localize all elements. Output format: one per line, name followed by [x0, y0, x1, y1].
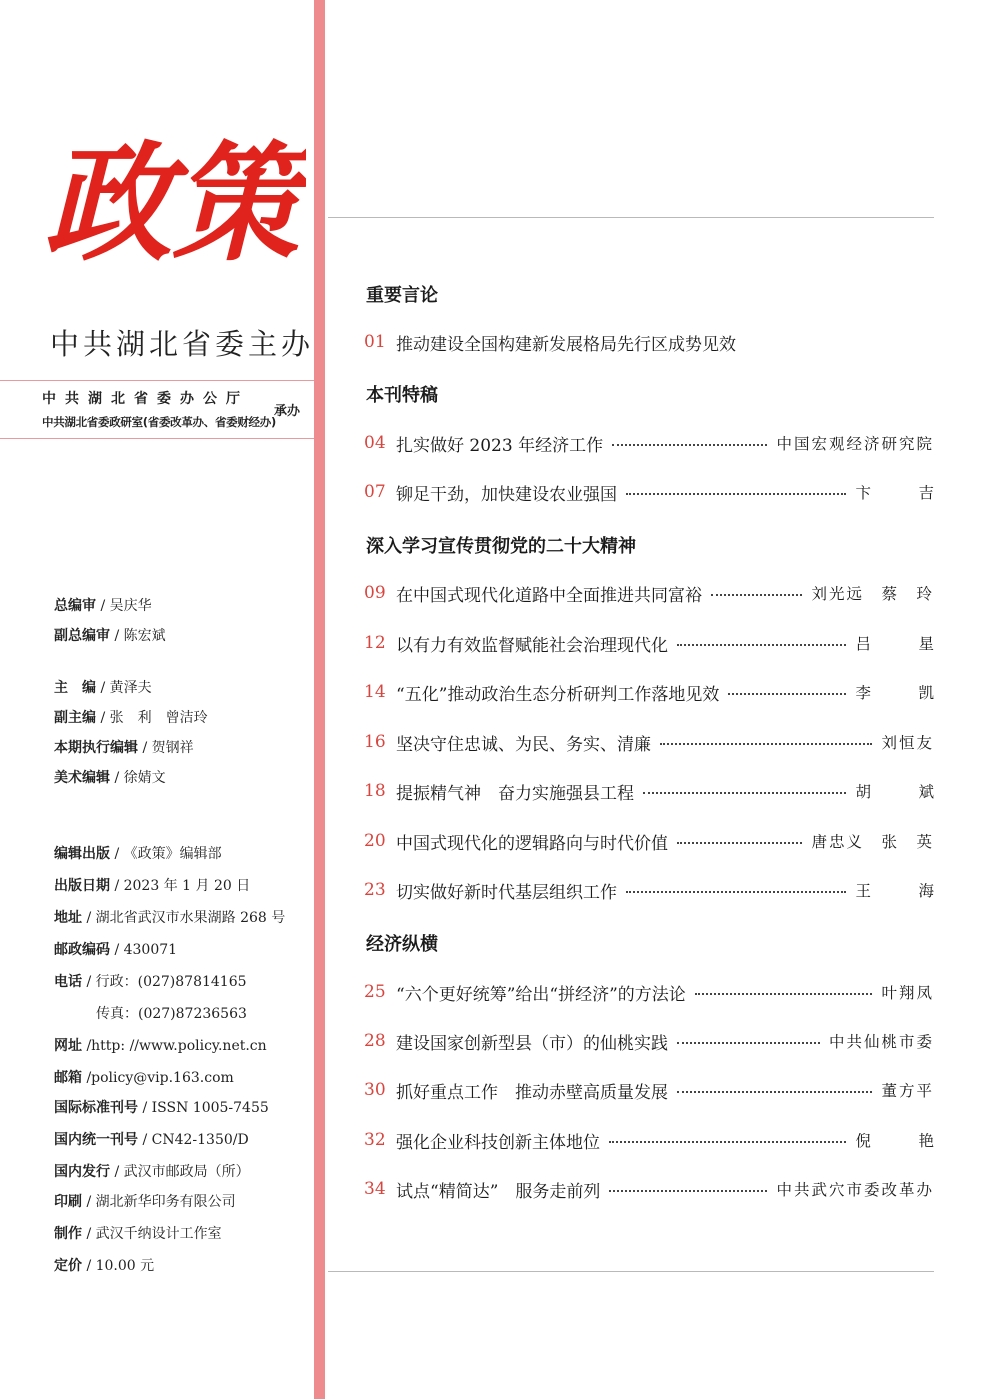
toc-article-title: “五化”推动政治生态分析研判工作落地见效: [396, 684, 720, 705]
masthead-label: 电话: [54, 974, 82, 990]
toc-entry[interactable]: [364, 979, 934, 1005]
toc-article-title: 坚决守住忠诚、为民、务实、清廉: [396, 734, 651, 755]
toc-article-title: 推动建设全国构建新发展格局先行区成势见效: [396, 334, 736, 355]
masthead-label: 定价: [54, 1258, 82, 1274]
masthead-label: 总编审: [54, 598, 96, 614]
masthead-value: / 武汉千纳设计工作室: [82, 1226, 222, 1242]
masthead-label: 副主编: [54, 710, 96, 726]
sponsor-text: 中共湖北省委主办: [50, 327, 315, 361]
masthead-value: / 430071: [110, 942, 178, 958]
toc-entry[interactable]: [364, 1127, 950, 1153]
masthead-row: [54, 677, 152, 697]
toc-dot-leader: [677, 1042, 820, 1044]
toc-article-title: 强化企业科技创新主体地位: [396, 1132, 600, 1153]
toc-author: 唐忠义 张 英: [811, 833, 934, 851]
toc-entry[interactable]: [364, 778, 950, 804]
toc-page-number: 18: [364, 781, 386, 801]
masthead-row: [54, 1035, 267, 1055]
masthead-label: 副总编审: [54, 628, 110, 644]
toc-page-number: 09: [364, 583, 386, 603]
toc-entry[interactable]: [364, 1077, 934, 1103]
masthead-label: 国内发行: [54, 1164, 110, 1180]
toc-page-number: 30: [364, 1080, 386, 1100]
masthead-value: 传真：(027)87236563: [96, 1006, 247, 1022]
logo-text: 政策: [44, 129, 301, 279]
masthead-row: [96, 1003, 247, 1023]
toc-entry[interactable]: [364, 580, 934, 606]
vertical-red-bar: [314, 0, 325, 1399]
toc-entry[interactable]: [364, 679, 950, 705]
toc-page-number: 23: [364, 880, 386, 900]
masthead-label: 美术编辑: [54, 770, 110, 786]
masthead-label: 地址: [54, 910, 82, 926]
toc-dot-leader: [612, 444, 767, 446]
masthead-label: 编辑出版: [54, 846, 110, 862]
masthead-value: / 武汉市邮政局（所）: [110, 1164, 250, 1180]
toc-page-number: 14: [364, 682, 386, 702]
masthead-value: / ISSN 1005-7455: [138, 1100, 269, 1116]
toc-entry[interactable]: [364, 729, 934, 755]
masthead-row: [54, 1191, 236, 1211]
masthead-row: [54, 1255, 154, 1275]
masthead-value: / 贺钢祥: [138, 740, 194, 756]
toc-article-title: 以有力有效监督赋能社会治理现代化: [396, 635, 668, 656]
toc-article-title: 中国式现代化的逻辑路向与时代价值: [396, 833, 668, 854]
masthead-row: [54, 907, 285, 927]
toc-dot-leader: [695, 993, 873, 995]
toc-page-number: 12: [364, 633, 386, 653]
toc-article-title: 扎实做好 2023 年经济工作: [396, 435, 604, 456]
masthead-value: / 行政：(027)87814165: [82, 974, 247, 990]
toc-section-heading: 本刊特稿: [366, 385, 438, 406]
toc-article-title: 切实做好新时代基层组织工作: [396, 882, 617, 903]
toc-entry[interactable]: [364, 877, 950, 903]
toc-article-title: 提振精气神 奋力实施强县工程: [396, 783, 634, 804]
masthead-row: [54, 971, 247, 991]
toc-author: 中共武穴市委改革办: [776, 1181, 934, 1199]
toc-entry[interactable]: [364, 329, 934, 355]
toc-author: 刘恒友: [881, 734, 934, 752]
toc-top-rule: [328, 217, 934, 218]
masthead-label: 国际标准刊号: [54, 1100, 138, 1116]
toc-dot-leader: [643, 792, 846, 794]
masthead-label: 印刷: [54, 1194, 82, 1210]
divider-bottom: [0, 438, 314, 439]
masthead-label: 主 编: [54, 680, 96, 696]
masthead-value: / 湖北省武汉市水果湖路 268 号: [82, 910, 286, 926]
toc-author: 卞 吉: [855, 484, 950, 502]
masthead-row: [54, 1067, 234, 1087]
toc-article-title: 在中国式现代化道路中全面推进共同富裕: [396, 585, 702, 606]
toc-section-heading: 深入学习宣传贯彻党的二十大精神: [366, 536, 636, 557]
toc-author: 中共仙桃市委: [828, 1033, 934, 1051]
toc-article-title: 试点“精简达” 服务走前列: [396, 1181, 601, 1202]
toc-author: 胡 斌: [855, 783, 950, 801]
toc-page-number: 20: [364, 831, 386, 851]
toc-entry[interactable]: [364, 430, 934, 456]
toc-section-heading: 重要言论: [366, 285, 438, 306]
toc-dot-leader: [711, 594, 802, 596]
masthead-row: [54, 1223, 222, 1243]
toc-author: 董方平: [881, 1082, 934, 1100]
masthead-row: [54, 1161, 250, 1181]
masthead-value: / 吴庆华: [96, 598, 152, 614]
masthead-label: 出版日期: [54, 878, 110, 894]
masthead-value: / 黄泽夫: [96, 680, 152, 696]
masthead-row: [54, 595, 152, 615]
masthead-row: [54, 875, 250, 895]
masthead-label: 邮箱: [54, 1070, 82, 1086]
masthead-label: 本期执行编辑: [54, 740, 138, 756]
toc-author: 中国宏观经济研究院: [776, 435, 934, 453]
organizer-line1: 中共湖北省委办公厅: [42, 391, 249, 407]
masthead-value: / 2023 年 1 月 20 日: [110, 878, 251, 894]
masthead-row: [54, 625, 166, 645]
masthead-value: / CN42-1350/D: [138, 1132, 249, 1148]
toc-page-number: 07: [364, 482, 386, 502]
toc-article-title: 铆足干劲，加快建设农业强国: [396, 484, 617, 505]
toc-dot-leader: [660, 743, 872, 745]
toc-entry[interactable]: [364, 1028, 934, 1054]
toc-page-number: 01: [364, 332, 386, 352]
toc-author: 吕 星: [855, 635, 950, 653]
divider-top: [0, 380, 314, 381]
magazine-logo: [44, 88, 306, 288]
masthead-label: 国内统一刊号: [54, 1132, 138, 1148]
masthead-value: / 陈宏斌: [110, 628, 166, 644]
toc-dot-leader: [677, 1091, 872, 1093]
masthead-row: [54, 767, 166, 787]
masthead-row: [54, 737, 194, 757]
organizer-block: [42, 388, 310, 430]
toc-entry[interactable]: [364, 1176, 934, 1202]
toc-article-title: “六个更好统筹”给出“拼经济”的方法论: [396, 984, 686, 1005]
toc-dot-leader: [609, 1141, 846, 1143]
toc-page-number: 32: [364, 1130, 386, 1150]
masthead-row: [54, 707, 208, 727]
toc-page-number: 25: [364, 982, 386, 1002]
masthead-value: /http: //www.policy.net.cn: [82, 1038, 267, 1054]
toc-dot-leader: [677, 644, 846, 646]
toc-author: 叶翔凤: [881, 984, 934, 1002]
toc-section-heading: 经济纵横: [366, 934, 438, 955]
masthead-label: 网址: [54, 1038, 82, 1054]
masthead-row: [54, 843, 222, 863]
masthead-row: [54, 939, 177, 959]
organizer-suffix: 承办: [274, 404, 301, 419]
masthead-value: / 徐婧文: [110, 770, 166, 786]
organizer-line2: 中共湖北省委政研室(省委改革办、省委财经办): [42, 415, 276, 429]
toc-dot-leader: [728, 693, 846, 695]
masthead-row: [54, 1097, 269, 1117]
toc-page-number: 04: [364, 433, 386, 453]
toc-article-title: 建设国家创新型县（市）的仙桃实践: [396, 1033, 668, 1054]
toc-article-title: 抓好重点工作 推动赤壁高质量发展: [396, 1082, 668, 1103]
toc-page-number: 16: [364, 732, 386, 752]
toc-dot-leader: [626, 891, 846, 893]
toc-page-number: 28: [364, 1031, 386, 1051]
masthead-row: [54, 1129, 249, 1149]
masthead-value: / 10.00 元: [82, 1258, 155, 1274]
toc-dot-leader: [609, 1190, 767, 1192]
toc-author: 李 凯: [855, 684, 950, 702]
toc-author: 刘光远 蔡 玲: [811, 585, 934, 603]
toc-dot-leader: [626, 493, 846, 495]
toc-page-number: 34: [364, 1179, 386, 1199]
masthead-label: 邮政编码: [54, 942, 110, 958]
masthead-value: / 张 利 曾洁玲: [96, 710, 208, 726]
toc-entry[interactable]: [364, 630, 950, 656]
masthead-label: 制作: [54, 1226, 82, 1242]
toc-author: 倪 艳: [855, 1132, 950, 1150]
toc-entry[interactable]: [364, 828, 934, 854]
toc-bottom-rule: [328, 1271, 934, 1272]
masthead-value: /policy@vip.163.com: [82, 1070, 234, 1086]
toc-dot-leader: [677, 842, 802, 844]
toc-entry[interactable]: [364, 479, 950, 505]
toc-author: 王 海: [855, 882, 950, 900]
masthead-value: / 湖北新华印务有限公司: [82, 1194, 236, 1210]
masthead-value: / 《政策》编辑部: [110, 846, 222, 862]
